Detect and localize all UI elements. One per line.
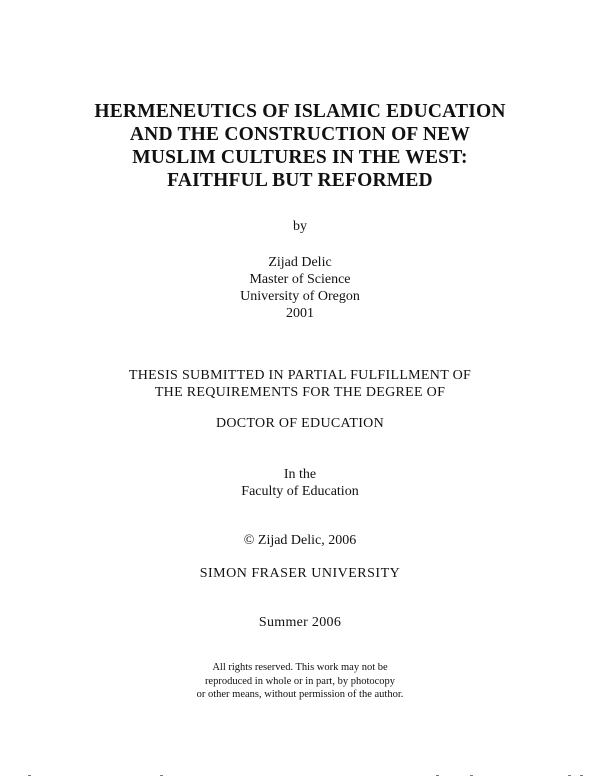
author-degree: Master of Science bbox=[249, 272, 351, 287]
scan-artifact-mark bbox=[160, 775, 163, 776]
title-line-1: HERMENEUTICS OF ISLAMIC EDUCATION bbox=[94, 101, 506, 122]
university-name: SIMON FRASER UNIVERSITY bbox=[199, 566, 401, 581]
thesis-statement-line-2: THE REQUIREMENTS FOR THE DEGREE OF bbox=[154, 385, 446, 400]
title-line-4: FAITHFUL BUT REFORMED bbox=[167, 170, 433, 191]
faculty-prefix: In the bbox=[283, 467, 317, 482]
scan-artifact-mark bbox=[470, 775, 473, 776]
faculty-name: Faculty of Education bbox=[241, 484, 359, 499]
scan-artifacts bbox=[0, 770, 600, 776]
thesis-statement-line-1: THESIS SUBMITTED IN PARTIAL FULFILLMENT OF bbox=[128, 368, 472, 383]
thesis-statement bbox=[0, 367, 600, 401]
scan-artifact-mark bbox=[436, 775, 439, 776]
thesis-title bbox=[0, 100, 600, 192]
author-block bbox=[0, 254, 600, 322]
rights-notice bbox=[0, 661, 600, 702]
scan-artifact-mark bbox=[28, 775, 31, 776]
by-label: by bbox=[293, 219, 307, 234]
rights-notice-line-1: All rights reserved. This work may not be bbox=[212, 662, 388, 673]
rights-notice-line-2: reproduced in whole or in part, by photocopy bbox=[204, 675, 396, 687]
title-line-3: MUSLIM CULTURES IN THE WEST: bbox=[132, 147, 468, 168]
author-year: 2001 bbox=[286, 306, 314, 321]
rights-notice-line-3: or other means, without permission of the author. bbox=[196, 689, 404, 700]
term: Summer 2006 bbox=[258, 615, 342, 630]
author-name: Zijad Delic bbox=[268, 255, 332, 270]
author-institution: University of Oregon bbox=[240, 289, 360, 304]
title-line-2: AND THE CONSTRUCTION OF NEW bbox=[129, 124, 471, 145]
copyright-line: © Zijad Delic, 2006 bbox=[243, 533, 357, 548]
scan-artifact-mark bbox=[580, 775, 583, 776]
scan-artifact-mark bbox=[568, 775, 571, 776]
degree-sought: DOCTOR OF EDUCATION bbox=[215, 416, 384, 431]
faculty-block bbox=[0, 466, 600, 500]
